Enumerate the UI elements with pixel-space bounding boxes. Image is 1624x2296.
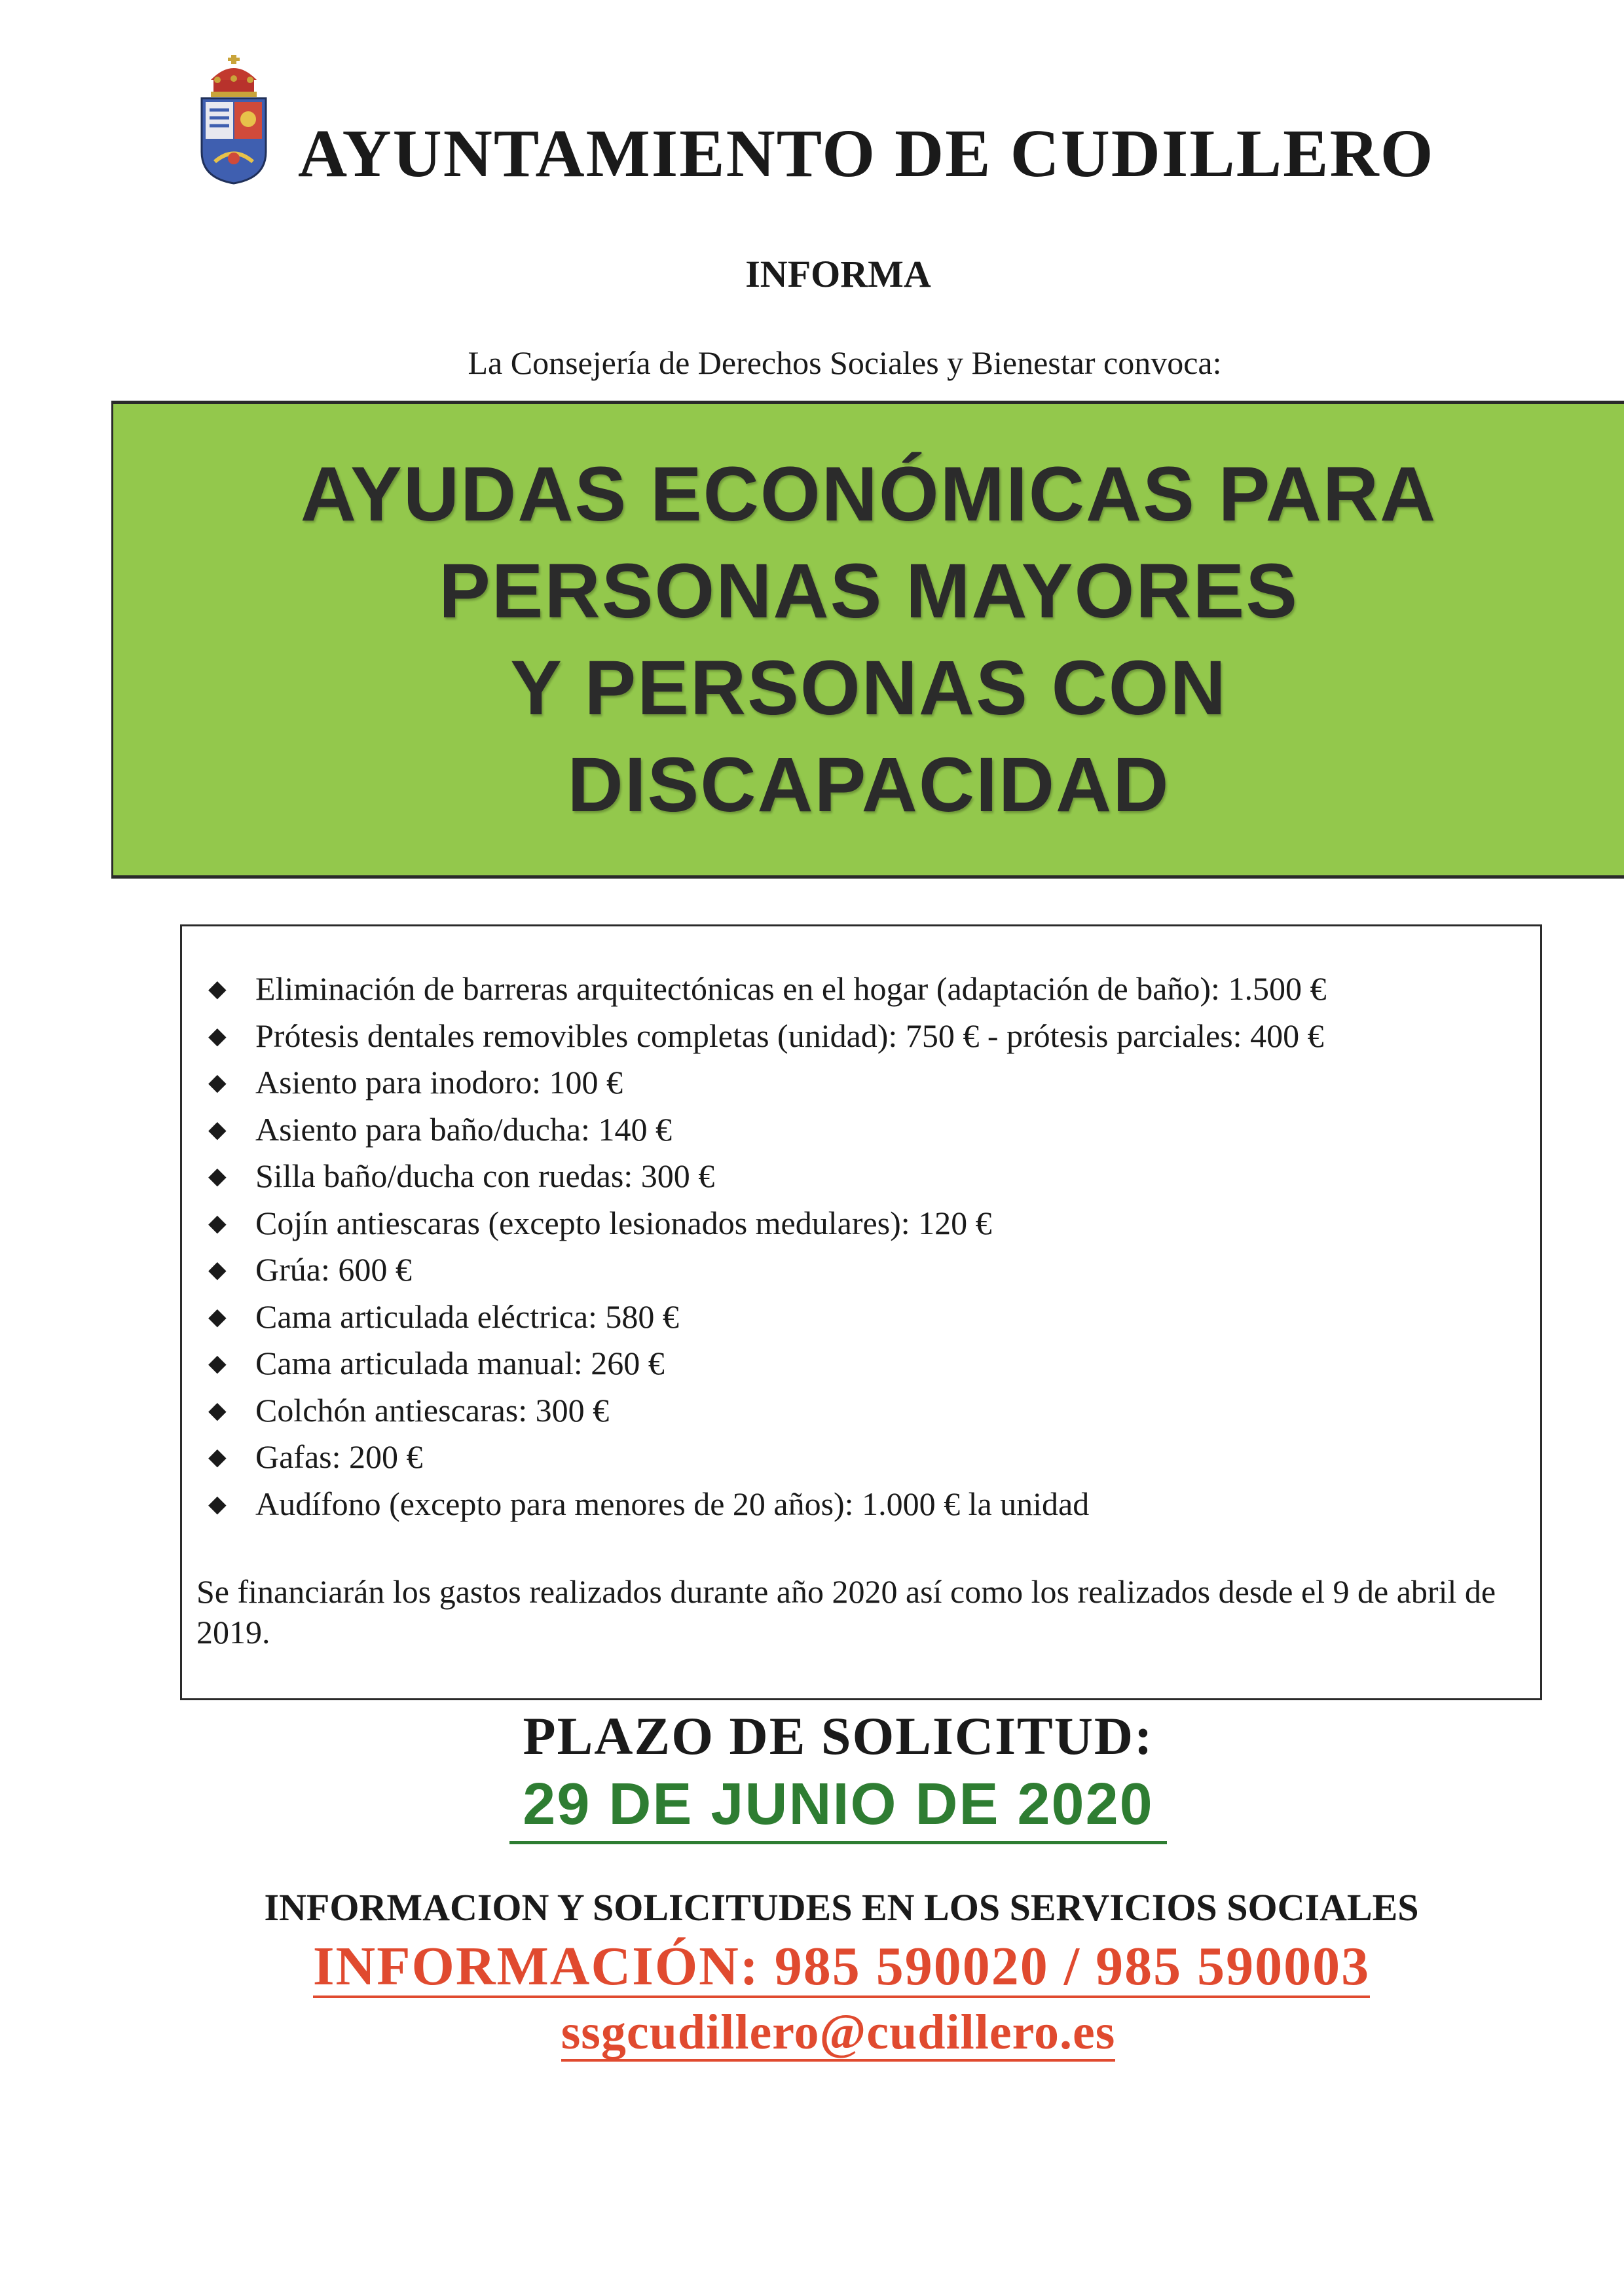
headline-banner (111, 401, 1624, 879)
financing-note: Se financiarán los gastos realizados durante año 2020 así como los realizados desde el 9 de abril de 2019. (196, 1573, 1496, 1650)
list-item (208, 1013, 1540, 1060)
page-title: AYUNTAMIENTO DE CUDILLERO (298, 116, 1435, 191)
list-item-text: Silla baño/ducha con ruedas: 300 € (255, 1157, 715, 1194)
list-item-text: Cama articulada eléctrica: 580 € (255, 1298, 679, 1335)
list-item-text: Asiento para baño/ducha: 140 € (255, 1110, 672, 1148)
list-item (208, 1153, 1540, 1200)
diamond-bullet-icon: ◆ (208, 1256, 227, 1283)
list-item (208, 1294, 1540, 1341)
banner-line: PERSONAS MAYORES (439, 548, 1299, 634)
banner-line: AYUDAS ECONÓMICAS PARA (300, 451, 1437, 538)
list-item (208, 1247, 1540, 1294)
convoca-text: La Consejería de Derechos Sociales y Bienestar convoca: (468, 344, 1222, 381)
informa-heading: INFORMA (745, 253, 931, 295)
diamond-bullet-icon: ◆ (208, 1350, 227, 1376)
aid-list-box (180, 924, 1542, 1700)
email-address: ssgcudillero@cudillero.es (561, 2007, 1116, 2062)
list-item (208, 1434, 1540, 1481)
list-item (208, 1106, 1540, 1154)
list-item-text: Cojín antiescaras (excepto lesionados medulares): 120 € (255, 1204, 992, 1241)
list-item (208, 966, 1540, 1013)
list-item-text: Prótesis dentales removibles completas (unidad): 750 € - prótesis parciales: 400 € (255, 1017, 1324, 1054)
list-item (208, 1387, 1540, 1434)
diamond-bullet-icon: ◆ (208, 1022, 227, 1049)
diamond-bullet-icon: ◆ (208, 1396, 227, 1423)
list-item-text: Colchón antiescaras: 300 € (255, 1391, 610, 1429)
list-item-text: Eliminación de barreras arquitectónicas en el hogar (adaptación de baño): 1.500 € (255, 970, 1327, 1007)
deadline-date: 29 DE JUNIO DE 2020 (509, 1771, 1166, 1844)
services-heading: INFORMACION Y SOLICITUDES EN LOS SERVICIOS SOCIALES (264, 1886, 1419, 1929)
banner-line: DISCAPACIDAD (567, 742, 1170, 828)
list-item (208, 1059, 1540, 1106)
aid-list (182, 926, 1540, 1527)
deadline-date-wrap (0, 1771, 1624, 1844)
list-item (208, 1200, 1540, 1247)
list-item-text: Asiento para inodoro: 100 € (255, 1064, 623, 1101)
coat-of-arms-icon (195, 54, 272, 185)
list-item-text: Grúa: 600 € (255, 1251, 412, 1288)
diamond-bullet-icon: ◆ (208, 1490, 227, 1517)
diamond-bullet-icon: ◆ (208, 1116, 227, 1142)
deadline-title: PLAZO DE SOLICITUD: (523, 1706, 1154, 1766)
diamond-bullet-icon: ◆ (208, 1444, 227, 1470)
list-item-text: Cama articulada manual: 260 € (255, 1345, 665, 1381)
list-item (208, 1481, 1540, 1528)
list-item-text: Audífono (excepto para menores de 20 años): 1.000 € la unidad (255, 1485, 1090, 1522)
diamond-bullet-icon: ◆ (208, 1209, 227, 1236)
email-info (0, 2007, 1624, 2062)
diamond-bullet-icon: ◆ (208, 1303, 227, 1330)
phone-info (0, 1938, 1624, 1998)
list-item (208, 1340, 1540, 1387)
diamond-bullet-icon: ◆ (208, 975, 227, 1002)
list-item-text: Gafas: 200 € (255, 1438, 423, 1475)
banner-line: Y PERSONAS CON (510, 645, 1227, 731)
phone-numbers: INFORMACIÓN: 985 590020 / 985 590003 (313, 1938, 1370, 1998)
diamond-bullet-icon: ◆ (208, 1069, 227, 1095)
diamond-bullet-icon: ◆ (208, 1163, 227, 1189)
